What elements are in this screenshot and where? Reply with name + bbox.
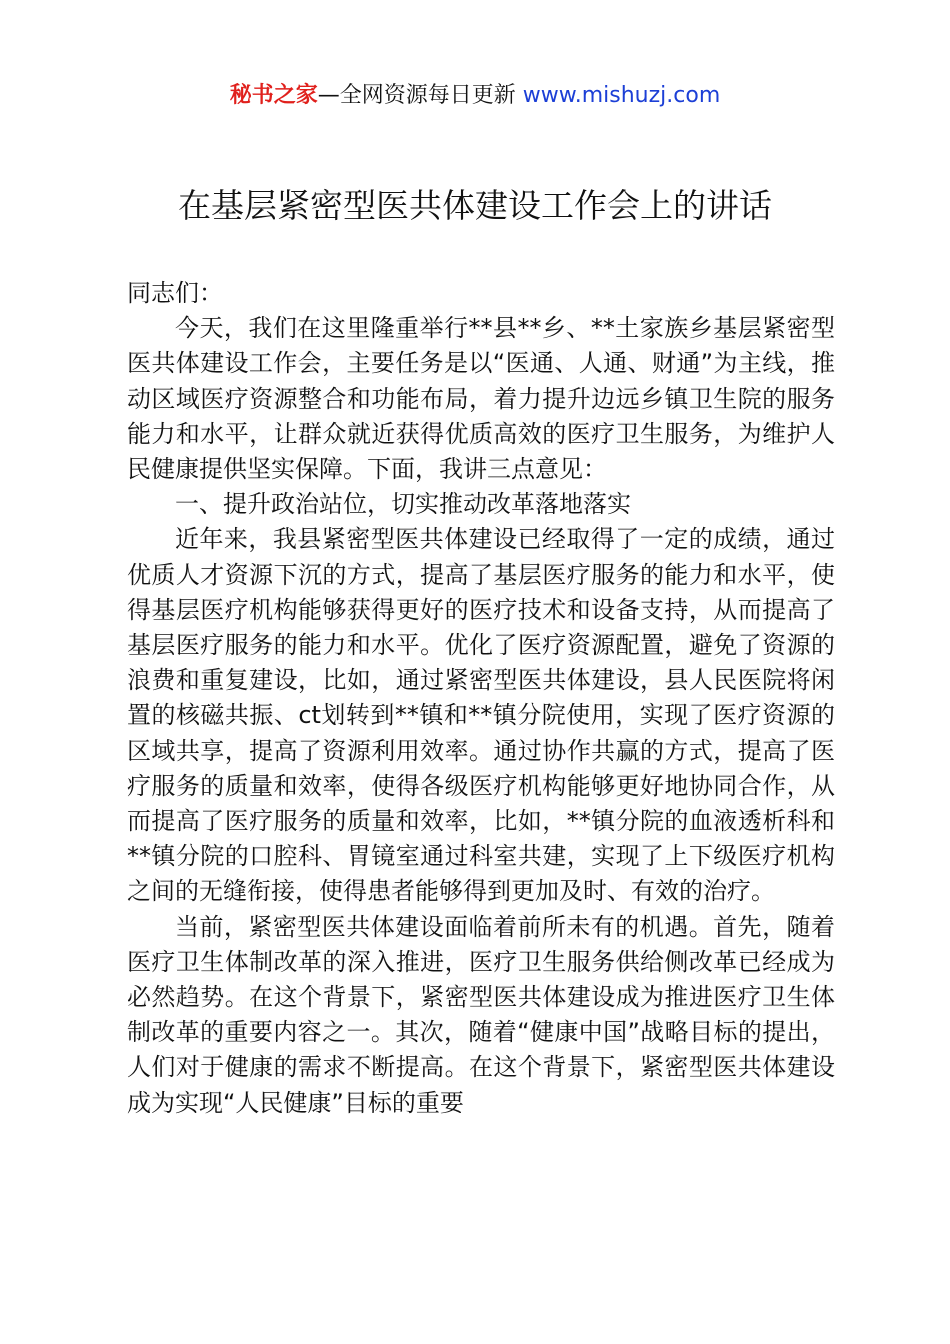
site-banner <box>0 78 950 114</box>
salutation: 同志们： <box>127 279 223 307</box>
paragraph-opportunities: 当前，紧密型医共体建设面临着前所未有的机遇。首先，随着医疗卫生体制改革的深入推进，医疗卫生服务供给侧改革已经成为必然趋势。在这个背景下，紧密型医共体建设成为推进医疗卫生体制改革的重要内容之一。其次，随着“健康中国”战略目标的提出，人们对于健康的需求不断提高。在这个背景下，紧密型医共体建设成为实现“人民健康”目标的重要 <box>127 912 835 1117</box>
paragraph-achievements: 近年来，我县紧密型医共体建设已经取得了一定的成绩，通过优质人才资源下沉的方式，提高了基层医疗服务的能力和水平，使得基层医疗机构能够获得更好的医疗技术和设备支持，从而提高了基层医疗服务的能力和水平。优化了医疗资源配置，避免了资源的浪费和重复建设，比如，通过紧密型医共体建设，县人民医院将闲置的核磁共振、ct划转到**镇和**镇分院使用，实现了医疗资源的区域共享，提高了资源利用效率。通过协作共赢的方式，提高了医疗服务的质量和效率，使得各级医疗机构能够更好地协同合作，从而提高了医疗服务的质量和效率，比如，**镇分院的血液透析科和**镇分院的口腔科、胃镜室通过科室共建，实现了上下级医疗机构之间的无缝衔接，使得患者能够得到更加及时、有效的治疗。 <box>127 525 835 906</box>
document-title: 在基层紧密型医共体建设工作会上的讲话 <box>178 186 772 225</box>
site-url-link[interactable]: www.mishuzj.com <box>522 83 721 108</box>
section-heading-1: 一、提升政治站位，切实推动改革落地落实 <box>175 490 631 519</box>
document-body <box>127 276 835 1121</box>
paragraph-intro: 今天，我们在这里隆重举行**县**乡、**土家族乡基层紧密型医共体建设工作会，主要任务是以“医通、人通、财通”为主线，推动区域医疗资源整合和功能布局，着力提升边远乡镇卫生院的服务能力和水平，让群众就近获得优质高效的医疗卫生服务，为维护人民健康提供坚实保障。下面，我讲三点意见： <box>127 314 835 484</box>
site-tagline: —全网资源每日更新 <box>317 83 516 108</box>
site-brand: 秘书之家 <box>229 83 318 108</box>
